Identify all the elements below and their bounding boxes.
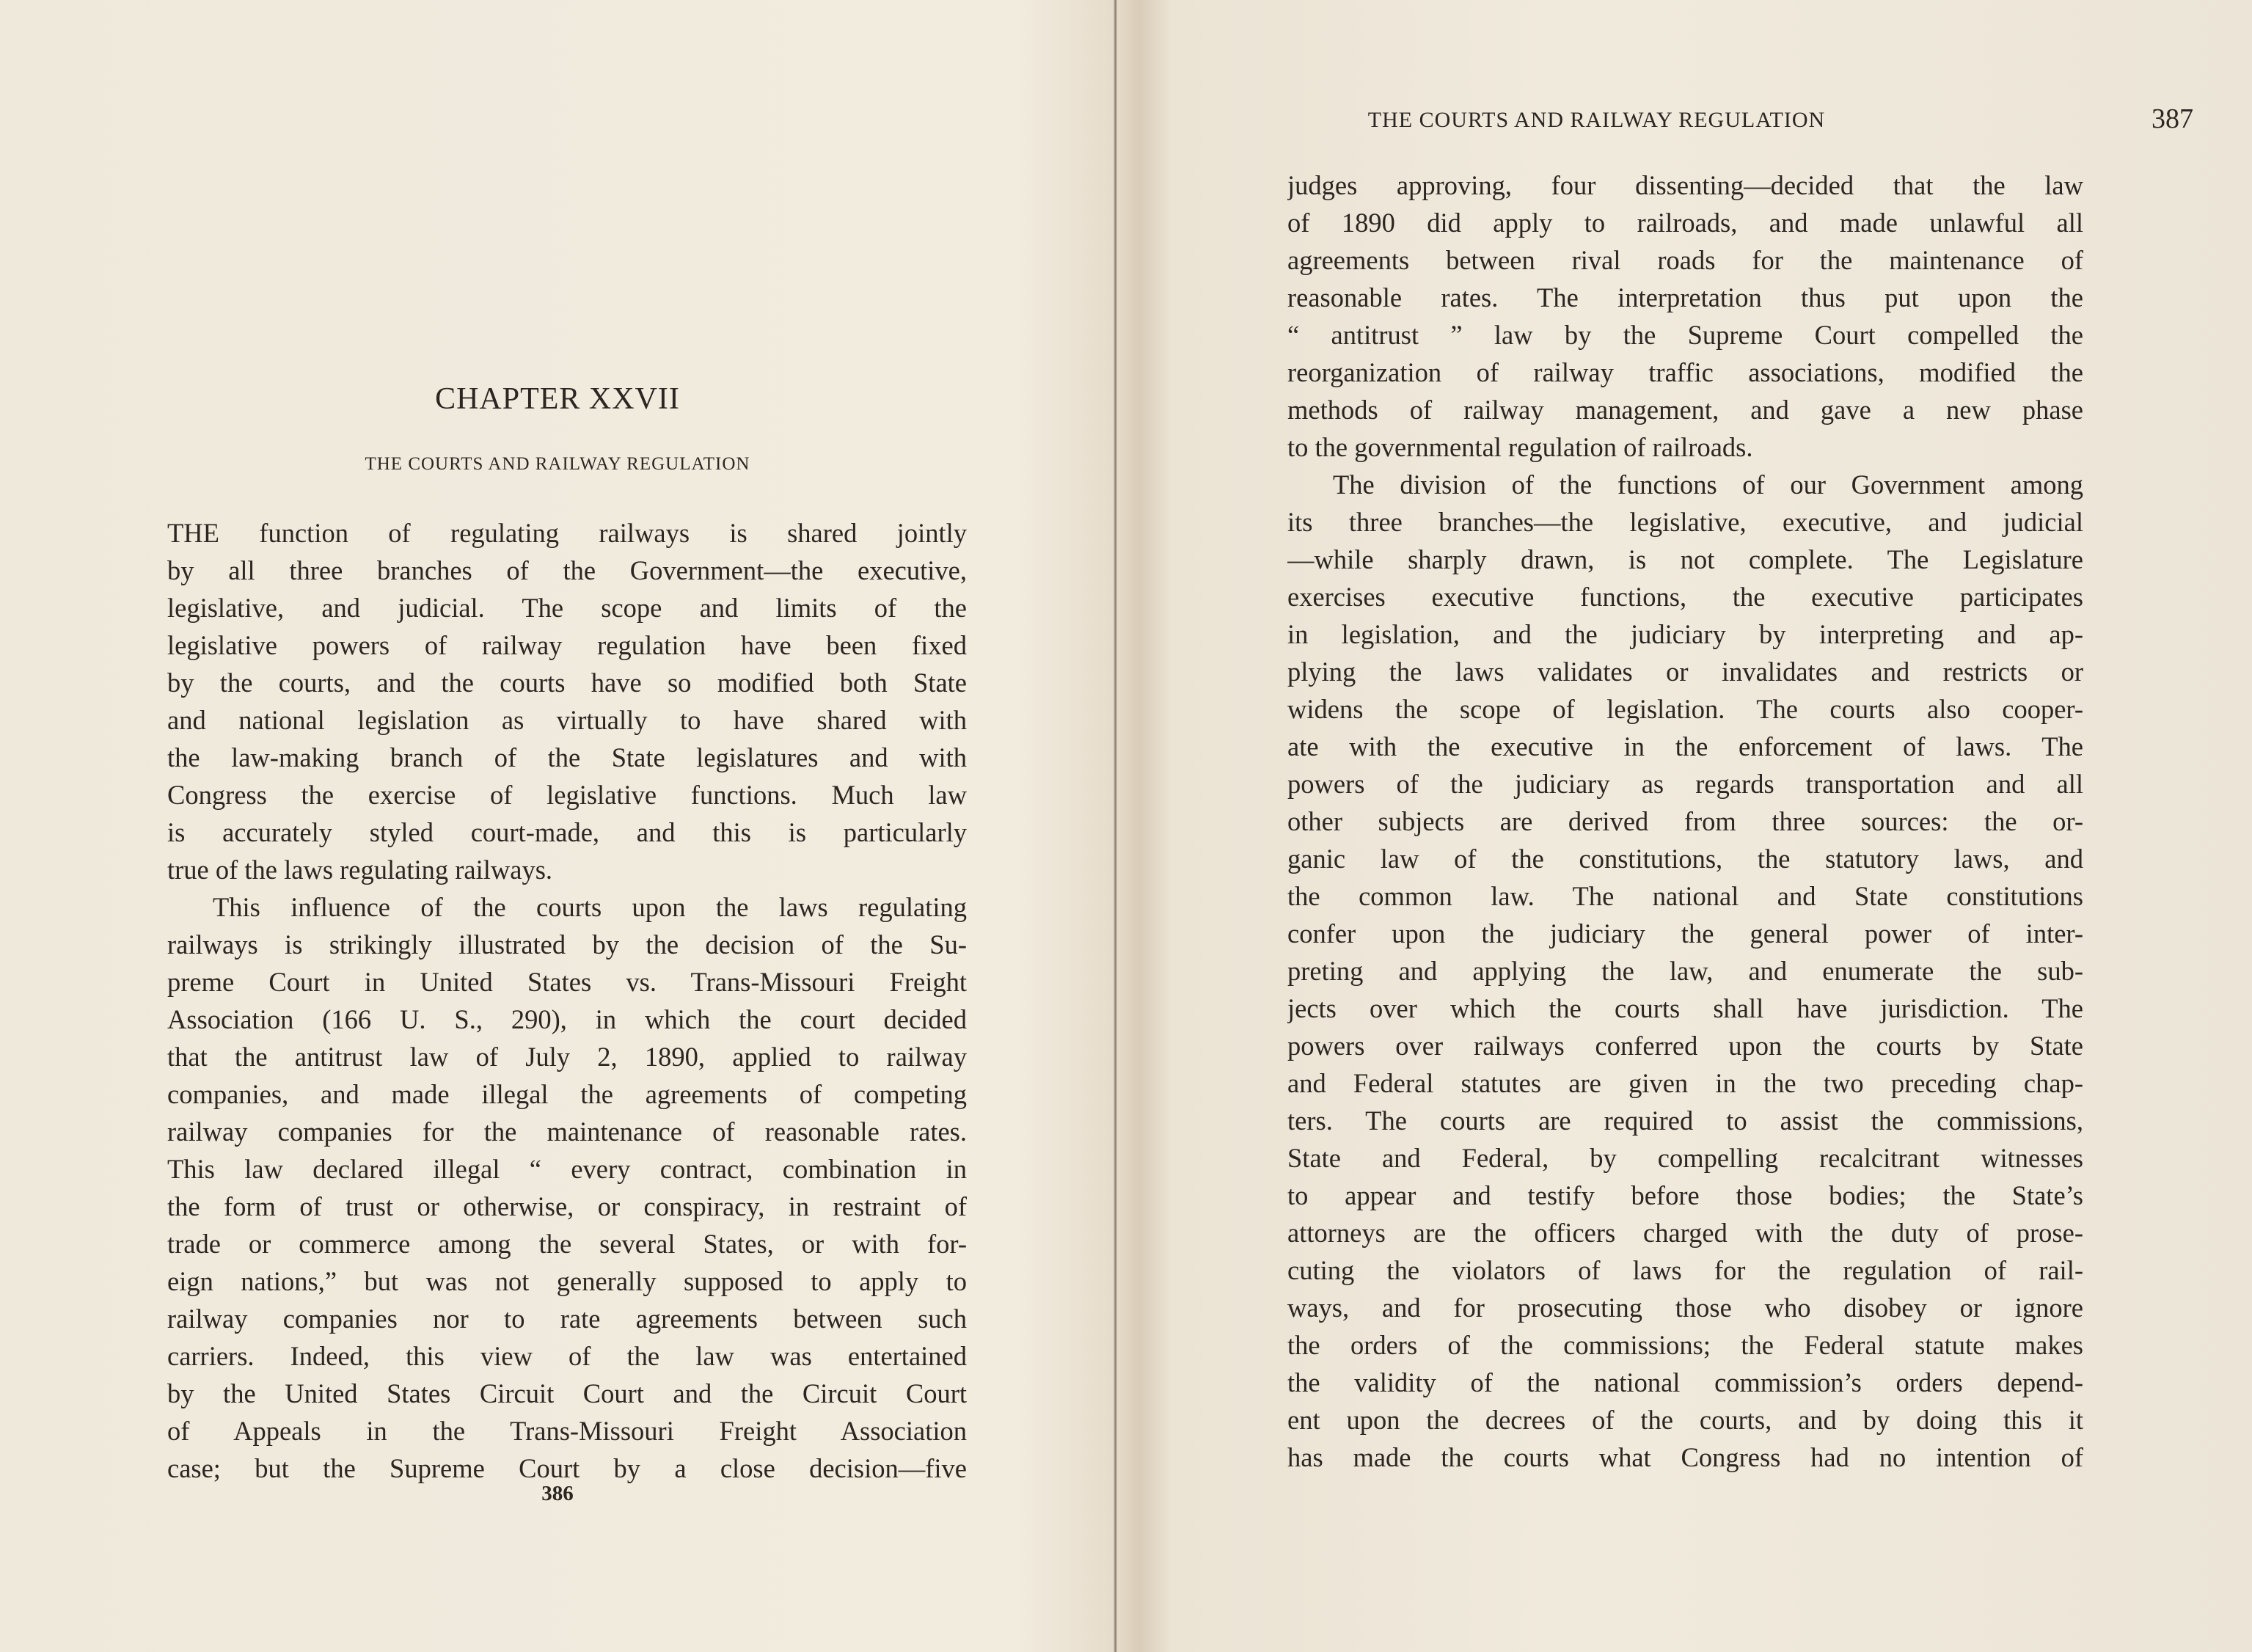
text-line: ganic law of the constitutions, the statutory laws, and	[1287, 844, 2083, 874]
text-line: the orders of the commissions; the Federal statute makes	[1287, 1330, 2083, 1360]
text-line: companies, and made illegal the agreements of competing	[167, 1079, 967, 1109]
text-line: to the governmental regulation of railroads.	[1287, 432, 1753, 462]
text-line: of Appeals in the Trans-Missouri Freight Association	[167, 1416, 967, 1446]
text-line: and national legislation as virtually to have shared with	[167, 705, 967, 735]
text-line: and Federal statutes are given in the two preceding chap-	[1287, 1068, 2083, 1098]
text-line: powers of the judiciary as regards transportation and all	[1287, 769, 2083, 799]
text-line: ters. The courts are required to assist the commissions,	[1287, 1105, 2083, 1136]
text-line: reasonable rates. The interpretation thus put upon the	[1287, 282, 2083, 313]
text-line: case; but the Supreme Court by a close decision—five	[167, 1453, 967, 1483]
text-line: has made the courts what Congress had no intention of	[1287, 1442, 2083, 1472]
text-line: that the antitrust law of July 2, 1890, applied to railway	[167, 1042, 967, 1072]
text-line: preme Court in United States vs. Trans-Missouri Freight	[167, 967, 967, 997]
text-line: true of the laws regulating railways.	[167, 855, 553, 885]
text-line: This law declared illegal “ every contract, combination in	[167, 1154, 967, 1184]
text-line: the validity of the national commission’s orders depend-	[1287, 1367, 2083, 1397]
text-line: its three branches—the legislative, executive, and judicial	[1287, 507, 2083, 537]
text-line: ways, and for prosecuting those who disobey or ignore	[1287, 1293, 2083, 1323]
text-line: reorganization of railway traffic associations, modified the	[1287, 357, 2083, 387]
text-line: to appear and testify before those bodies; the State’s	[1287, 1180, 2083, 1210]
text-line: by the courts, and the courts have so modified both State	[167, 668, 967, 698]
text-line: powers over railways conferred upon the courts by State	[1287, 1031, 2083, 1061]
text-line: by all three branches of the Government—the executive,	[167, 555, 967, 585]
text-line: of 1890 did apply to railroads, and made unlawful all	[1287, 208, 2083, 238]
text-line: plying the laws validates or invalidates and restricts or	[1287, 657, 2083, 687]
left-page-body	[167, 514, 967, 1487]
page-number: 387	[2152, 103, 2193, 134]
page-number: 386	[541, 1482, 574, 1505]
text-line: agreements between rival roads for the maintenance of	[1287, 245, 2083, 275]
text-line: railways is strikingly illustrated by the decision of the Su-	[167, 929, 967, 960]
text-line: methods of railway management, and gave a new phase	[1287, 395, 2083, 425]
text-line: confer upon the judiciary the general power of inter-	[1287, 918, 2083, 949]
text-line: trade or commerce among the several States, or with for-	[167, 1229, 967, 1259]
text-line: legislative, and judicial. The scope and limits of the	[167, 593, 967, 623]
text-line: the law-making branch of the State legislatures and with	[167, 742, 967, 772]
text-line: railway companies for the maintenance of reasonable rates.	[167, 1116, 967, 1147]
text-line: is accurately styled court-made, and this is particularly	[167, 817, 967, 847]
text-line: THE function of regulating railways is shared jointly	[167, 518, 967, 548]
text-line: This influence of the courts upon the laws regulating	[213, 892, 967, 922]
text-line: exercises executive functions, the executive participates	[1287, 582, 2083, 612]
text-line: by the United States Circuit Court and the Circuit Court	[167, 1378, 967, 1408]
text-line: the form of trust or otherwise, or conspiracy, in restraint of	[167, 1191, 967, 1221]
chapter-subtitle: THE COURTS AND RAILWAY REGULATION	[365, 454, 750, 474]
text-line: the common law. The national and State constitutions	[1287, 881, 2083, 911]
right-page	[1117, 0, 2252, 1652]
text-line: cuting the violators of laws for the regulation of rail-	[1287, 1255, 2083, 1285]
chapter-heading: CHAPTER XXVII	[435, 382, 680, 416]
text-line: judges approving, four dissenting—decided that the law	[1287, 170, 2083, 200]
text-line: other subjects are derived from three sources: the or-	[1287, 806, 2083, 836]
text-line: carriers. Indeed, this view of the law was entertained	[167, 1341, 967, 1371]
text-line: ent upon the decrees of the courts, and by doing this it	[1287, 1405, 2083, 1435]
text-line: ate with the executive in the enforcement of laws. The	[1287, 731, 2083, 761]
left-page	[0, 0, 1114, 1652]
text-line: in legislation, and the judiciary by interpreting and ap-	[1287, 619, 2083, 649]
text-line: attorneys are the officers charged with the duty of prose-	[1287, 1218, 2083, 1248]
text-line: State and Federal, by compelling recalcitrant witnesses	[1287, 1143, 2083, 1173]
text-line: —while sharply drawn, is not complete. The Legislature	[1287, 544, 2083, 574]
text-line: legislative powers of railway regulation have been fixed	[167, 630, 967, 660]
text-line: widens the scope of legislation. The courts also cooper-	[1287, 694, 2083, 724]
right-page-body	[1287, 167, 2083, 1476]
text-line: jects over which the courts shall have jurisdiction. The	[1287, 993, 2083, 1023]
text-line: eign nations,” but was not generally supposed to apply to	[167, 1266, 967, 1296]
running-head: THE COURTS AND RAILWAY REGULATION	[1367, 108, 1826, 132]
text-line: preting and applying the law, and enumerate the sub-	[1287, 956, 2083, 986]
text-line: railway companies nor to rate agreements between such	[167, 1304, 967, 1334]
text-line: The division of the functions of our Government among	[1333, 469, 2083, 500]
text-line: Congress the exercise of legislative functions. Much law	[167, 780, 967, 810]
text-line: “ antitrust ” law by the Supreme Court compelled the	[1287, 320, 2083, 350]
text-line: Association (166 U. S., 290), in which the court decided	[167, 1004, 967, 1034]
